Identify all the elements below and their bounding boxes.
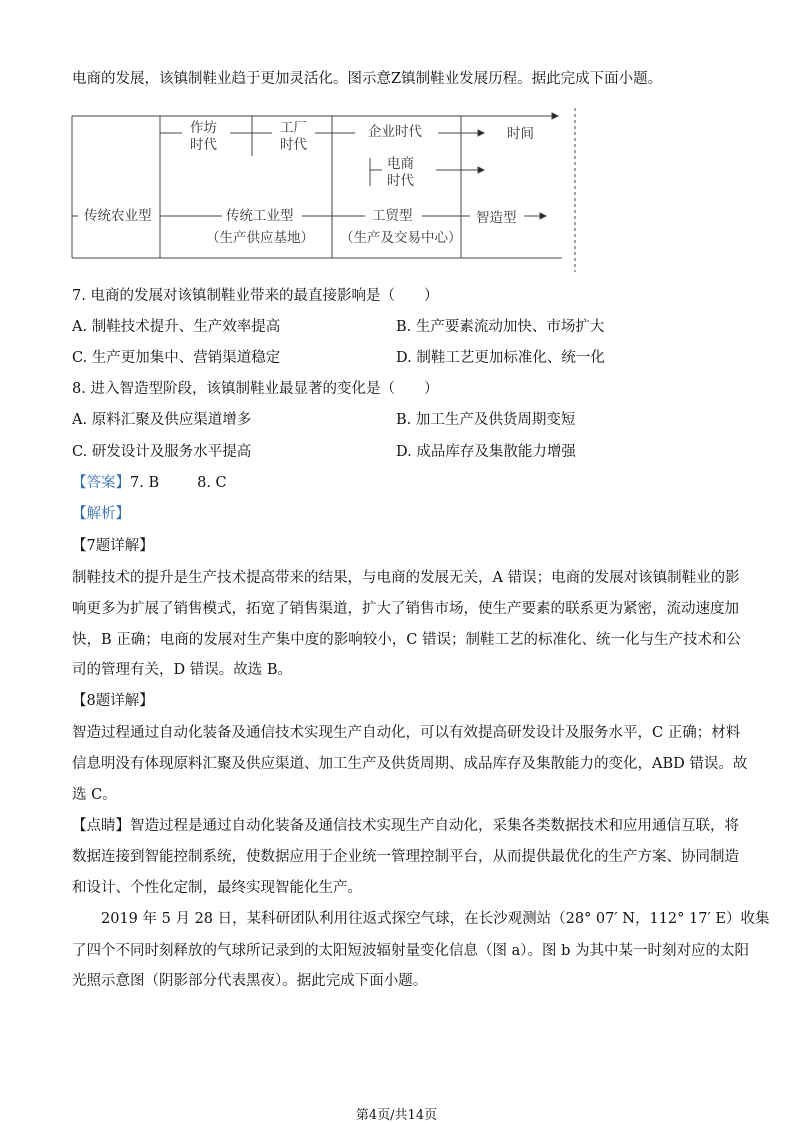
label-smart: 智造型 xyxy=(476,210,517,226)
label-workshop-era xyxy=(190,120,217,154)
label-traditional-agriculture: 传统农业型 xyxy=(84,208,152,224)
analysis-label: 【解析】 xyxy=(72,506,130,522)
text: 时代 xyxy=(280,137,307,153)
detail-8-label: 【8题详解】 xyxy=(72,693,154,709)
tip-line xyxy=(72,817,739,835)
detail-7-line: 响更多为扩展了销售模式，拓宽了销售渠道，扩大了销售市场，使生产要素的联系更为紧密，流动速度加 xyxy=(72,601,739,617)
tip-line: 数据连接到智能控制系统，使数据应用于企业统一管理控制平台，从而提供最优化的生产方案、协同制造 xyxy=(72,849,739,865)
detail-7-line: 司的管理有关，D 错误。故选 B。 xyxy=(72,662,292,678)
q8-option-b: B. 加工生产及供货周期变短 xyxy=(396,412,576,428)
text: 电商 xyxy=(387,156,414,172)
q7-option-d: D. 制鞋工艺更加标准化、统一化 xyxy=(396,350,605,366)
detail-7-label: 【7题详解】 xyxy=(72,538,154,554)
question-7-stem: 7. 电商的发展对该镇制鞋业带来的最直接影响是（ ） xyxy=(72,288,439,304)
next-intro-line: 了四个不同时刻释放的气球所记录到的太阳短波辐射量变化信息（图 a）。图 b 为其中某一时刻对应的太阳 xyxy=(72,943,749,959)
q8-option-a: A. 原料汇聚及供应渠道增多 xyxy=(72,412,252,428)
label-industry-sub: （生产供应基地） xyxy=(206,230,314,246)
label-enterprise-era: 企业时代 xyxy=(368,124,422,140)
next-intro-line: 2019 年 5 月 28 日，某科研团队利用往返式探空气球，在长沙观测站（28° 07′ N，112° 17′ E）收集 xyxy=(72,911,770,927)
q8-option-d: D. 成品库存及集散能力增强 xyxy=(396,444,576,460)
q7-option-c: C. 生产更加集中、营销渠道稳定 xyxy=(72,350,281,366)
next-intro-line: 光照示意图（阴影部分代表黑夜）。据此完成下面小题。 xyxy=(72,973,428,989)
text: 时代 xyxy=(190,137,217,153)
detail-8-line: 选 C。 xyxy=(72,787,117,803)
answer-line xyxy=(72,474,227,492)
intro-text: 电商的发展，该镇制鞋业趋于更加灵活化。图示意Z镇制鞋业发展历程。据此完成下面小题。 xyxy=(72,71,663,87)
page-footer: 第4页/共14页 xyxy=(355,1108,438,1122)
text: 时代 xyxy=(387,173,414,189)
detail-7-line: 快，B 正确；电商的发展对生产集中度的影响较小，C 错误；制鞋工艺的标准化、统一化与生产技术和公 xyxy=(72,632,741,648)
detail-8-line: 智造过程通过自动化装备及通信技术实现生产自动化，可以有效提高研发设计及服务水平，C 正确；材料 xyxy=(72,725,741,741)
tip-label: 【点睛】 xyxy=(72,818,130,834)
label-ecommerce-era xyxy=(387,156,414,190)
label-factory-era xyxy=(280,120,307,154)
text: 作坊 xyxy=(190,120,217,136)
answer-7: 7. B xyxy=(130,475,160,491)
detail-7-line: 制鞋技术的提升是生产技术提高带来的结果，与电商的发展无关，A 错误；电商的发展对该镇制鞋业的影 xyxy=(72,570,740,586)
answer-8: 8. C xyxy=(197,475,227,491)
detail-8-line: 信息明没有体现原料汇聚及供应渠道、加工生产及供货周期、成品库存及集散能力的变化，ABD 错误。故 xyxy=(72,756,748,772)
q7-option-a: A. 制鞋技术提升、生产效率提高 xyxy=(72,319,281,335)
answer-label: 【答案】 xyxy=(72,475,130,491)
label-trade: 工贸型 xyxy=(372,208,413,224)
q7-option-b: B. 生产要素流动加快、市场扩大 xyxy=(396,319,605,335)
q8-option-c: C. 研发设计及服务水平提高 xyxy=(72,444,252,460)
label-trade-sub: （生产及交易中心） xyxy=(340,230,462,246)
tip-line: 和设计、个性化定制，最终实现智能化生产。 xyxy=(72,880,362,896)
question-8-stem: 8. 进入智造型阶段，该镇制鞋业最显著的变化是（ ） xyxy=(72,381,439,397)
text: 工厂 xyxy=(280,120,307,136)
label-time-axis: 时间 xyxy=(507,126,534,142)
text: 智造过程是通过自动化装备及通信技术实现生产自动化，采集各类数据技术和应用通信互联，将 xyxy=(130,818,739,834)
label-traditional-industry: 传统工业型 xyxy=(226,208,294,224)
